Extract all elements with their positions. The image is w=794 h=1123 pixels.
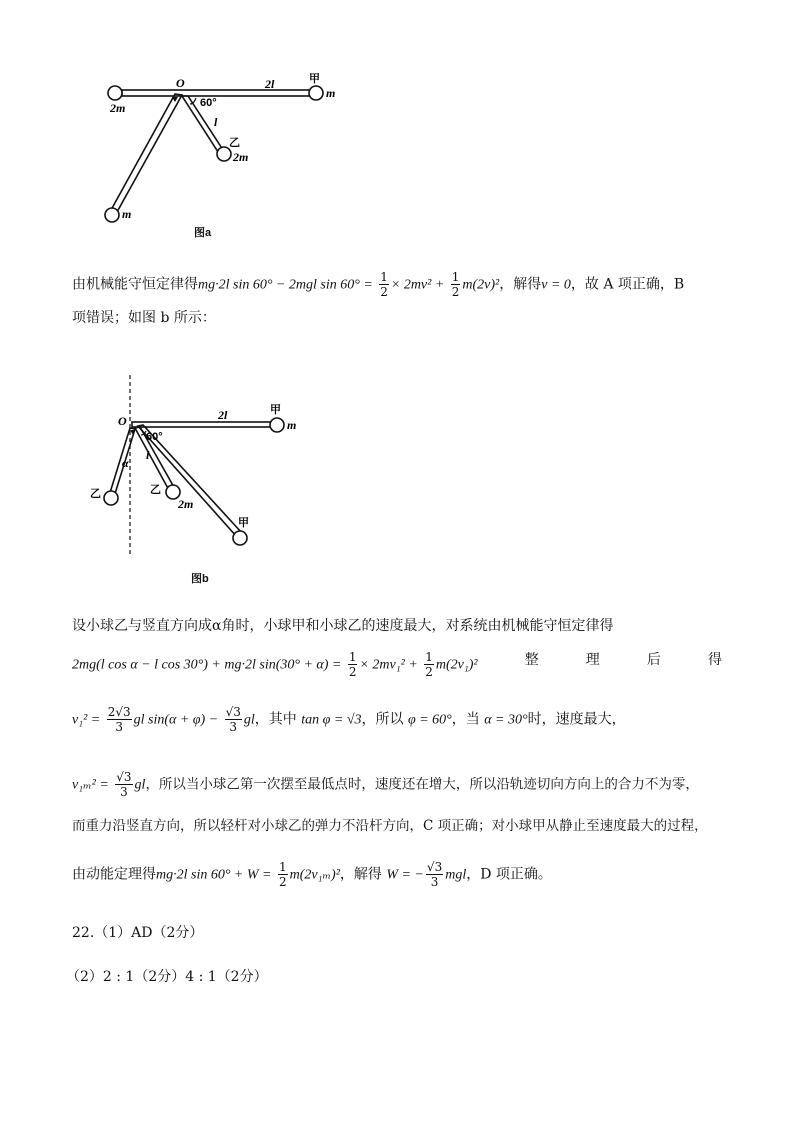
angle-mark [172,97,178,102]
paragraph-5: v₁² = $\frac{2√3}{3}$ gl sin(α + φ) − $\frac{√3}{3}$ gl，其中 tan φ = √3，所以 φ = 60°，当 α = 30°时，速度最大， [72,705,626,734]
label-jia-bottom: 甲 [238,517,249,529]
label-l: l [146,448,150,462]
paragraph-4: 2mg(l cos α − l cos 30°) + mg·2l sin(30° + α) = $\frac{1}{2}$ × 2mv₁² + $\frac{1}{2}$ m(2v₁)² 整 理 后 得 [72,650,722,679]
figure-b [80,375,310,565]
label-2l: 2l [218,408,228,422]
label-jia-top: 甲 [270,404,281,416]
label-2l: 2l [265,77,275,91]
label-o: O [176,76,185,90]
ball-yi-left [104,491,118,505]
ball-yi [217,147,231,161]
rod-horizontal [122,90,318,96]
ball-jia-bottom [233,531,247,545]
ball-2m-left [108,86,122,100]
label-yi-mid: 乙 [150,484,161,496]
paragraph-8: 由动能定理得mg·2l sin 60° + W = $\frac{1}{2}$ m(2v₁ₘ)²，解得 W = − $\frac{√3}{3}$ mgl，D 项正确。 [72,860,552,889]
figure-a-caption: 图a [194,227,212,239]
label-2m: 2m [178,497,194,511]
label-m-bottom: m [122,207,132,221]
paragraph-7: 而重力沿竖直方向，所以轻杆对小球乙的弹力不沿杆方向，C 项正确；对小球甲从静止至速度最大的过程， [72,818,708,834]
answer-22-1: 22.（1）AD（2分） [72,925,204,941]
label-angle-60: 60° [200,97,217,109]
answer-22-2: （2）2 : 1（2分）4 : 1（2分） [66,969,268,985]
label-l: l [214,115,218,129]
paragraph-6: v₁ₘ² = $\frac{√3}{3}$ gl，所以当小球乙第一次摆至最低点时，速度还在增大，所以沿轨迹切向方向上的合力不为零， [72,770,699,799]
label-m-jia: m [326,86,336,100]
label-2m-yi: 2m [233,150,249,164]
label-2m-left: 2m [110,101,126,115]
ball-jia-top [270,418,284,432]
figure-b-caption: 图b [191,573,209,585]
label-angle-60: 60° [146,431,163,443]
ball-m-bottom [105,208,119,222]
ball-jia [309,86,323,100]
label-yi: 乙 [229,137,240,149]
rod-horizontal [132,422,272,427]
label-yi-left: 乙 [90,488,101,500]
label-jia: 甲 [309,73,320,85]
figure-a [100,70,350,250]
paragraph-energy-conservation: 由机械能守恒定律得mg·2l sin 60° − 2mgl sin 60° = $\frac{1}{2}$ × 2mv² + $\frac{1}{2}$ m(2v)²，解得v = 0，故 A 项正确，B [72,270,685,299]
paragraph-3: 设小球乙与竖直方向成α角时，小球甲和小球乙的速度最大，对系统由机械能守恒定律得 [72,618,614,634]
label-alpha: α [122,456,129,470]
label-o: O [118,414,127,428]
label-m-top: m [287,418,297,432]
paragraph-2: 项错误；如图 b 所示： [72,310,216,326]
